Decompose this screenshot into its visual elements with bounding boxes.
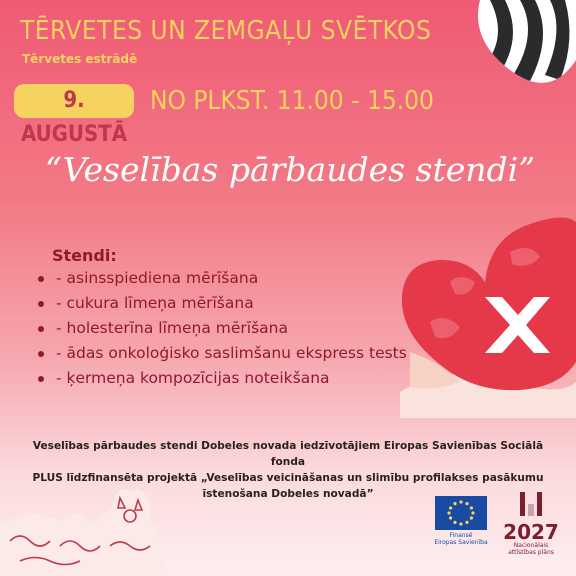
nap-year: 2027 bbox=[503, 520, 559, 544]
list-item: - asinsspiediena mērīšana bbox=[36, 266, 407, 291]
footer-line: Veselības pārbaudes stendi Dobeles novada iedzīvotājiem Eiropas Savienības Sociālā fonda bbox=[32, 440, 544, 468]
event-time: NO PLKST. 11.00 - 15.00 bbox=[150, 86, 434, 116]
stendi-list bbox=[36, 266, 407, 391]
stendi-heading: Stendi: bbox=[52, 246, 117, 265]
list-item: - ādas onkoloģisko saslimšanu ekspress tests bbox=[36, 341, 407, 366]
nap-caption-line: attīstības plāns bbox=[508, 549, 554, 556]
zebra-pattern-decoration bbox=[470, 0, 576, 96]
list-item: - cukura līmeņa mērīšana bbox=[36, 291, 407, 316]
footer-line: īstenošana Dobeles novadā” bbox=[202, 488, 374, 500]
event-venue: Tērvetes estrādē bbox=[22, 52, 138, 66]
nap-bars-icon bbox=[516, 490, 546, 516]
date-badge: 9. AUGUSTĀ bbox=[14, 84, 134, 118]
event-title: TĒRVETES UN ZEMGAĻU SVĒTKOS bbox=[20, 16, 432, 46]
nap-caption-line: Nacionālais bbox=[513, 542, 549, 549]
list-item: - holesterīna līmeņa mērīšana bbox=[36, 316, 407, 341]
eu-caption-line: Eiropas Savienība bbox=[434, 539, 488, 546]
footer-line: PLUS līdzfinansēta projektā „Veselības veicināšanas un slimību profilakses pasākumu bbox=[32, 472, 544, 484]
eu-logo bbox=[430, 496, 492, 558]
patterned-animal-decoration bbox=[0, 486, 170, 576]
nap-logo bbox=[500, 490, 562, 560]
heart-illustration bbox=[390, 212, 576, 418]
headline: “Veselības pārbaudes stendi” bbox=[44, 150, 536, 189]
eu-flag-icon bbox=[435, 496, 487, 530]
list-item: - ķermeņa kompozīcijas noteikšana bbox=[36, 366, 407, 391]
eu-caption-line: Finansē bbox=[449, 532, 473, 539]
